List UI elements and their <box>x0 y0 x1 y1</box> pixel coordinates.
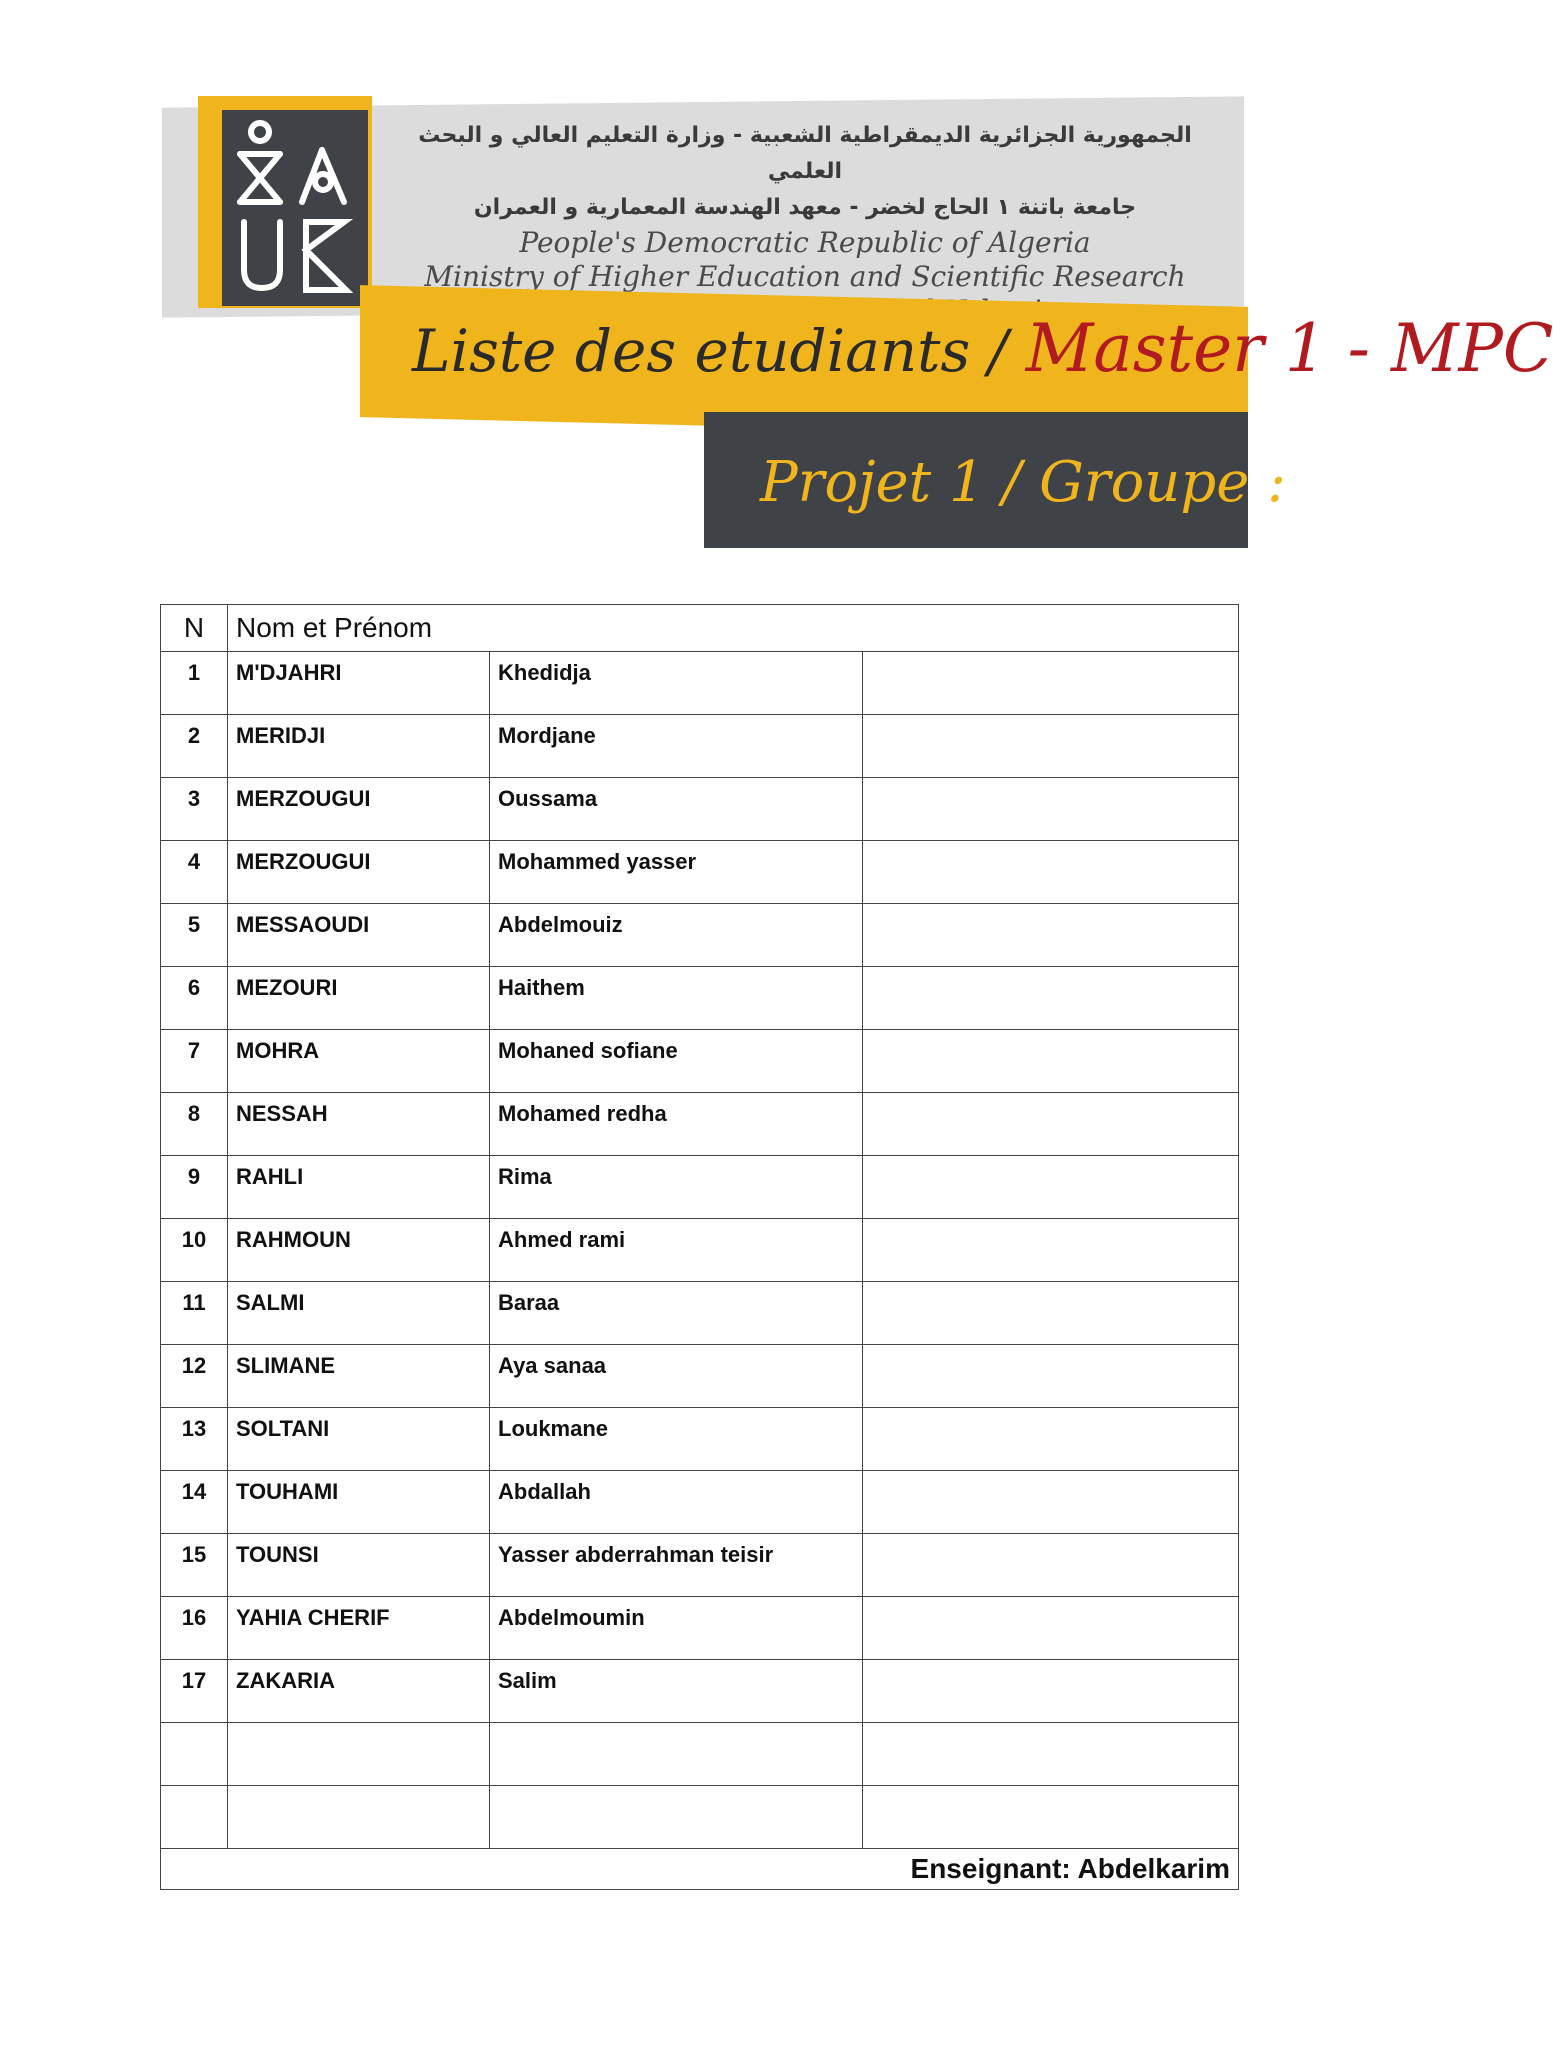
row-number: 6 <box>161 967 228 1030</box>
student-last-name: YAHIA CHERIF <box>228 1597 490 1660</box>
signature-cell <box>863 1282 1239 1345</box>
row-number: 4 <box>161 841 228 904</box>
student-first-name: Mohammed yasser <box>490 841 863 904</box>
signature-cell <box>863 778 1239 841</box>
table-row <box>161 1786 1239 1849</box>
signature-cell <box>863 1093 1239 1156</box>
student-last-name: SLIMANE <box>228 1345 490 1408</box>
student-first-name: Yasser abderrahman teisir <box>490 1534 863 1597</box>
student-last-name <box>228 1786 490 1849</box>
signature-cell <box>863 1786 1239 1849</box>
title-separator: / <box>988 317 1008 385</box>
title-program: Master 1 - MPC <box>1025 310 1553 387</box>
table-row <box>161 1093 1239 1156</box>
signature-cell <box>863 1723 1239 1786</box>
table-row <box>161 1597 1239 1660</box>
signature-cell <box>863 841 1239 904</box>
student-last-name: MERZOUGUI <box>228 778 490 841</box>
signature-cell <box>863 1345 1239 1408</box>
student-last-name: RAHLI <box>228 1156 490 1219</box>
row-number: 8 <box>161 1093 228 1156</box>
table-row <box>161 652 1239 715</box>
student-last-name: SOLTANI <box>228 1408 490 1471</box>
signature-cell <box>863 1219 1239 1282</box>
row-number: 12 <box>161 1345 228 1408</box>
table-row <box>161 1408 1239 1471</box>
group-number: 4 <box>1320 462 1339 501</box>
row-number: 13 <box>161 1408 228 1471</box>
student-first-name: Abdelmouiz <box>490 904 863 967</box>
student-last-name: TOUNSI <box>228 1534 490 1597</box>
row-number: 2 <box>161 715 228 778</box>
table-row <box>161 1219 1239 1282</box>
table-body <box>161 652 1239 1849</box>
table-row <box>161 841 1239 904</box>
table-row <box>161 1471 1239 1534</box>
row-number: 5 <box>161 904 228 967</box>
table-row <box>161 1030 1239 1093</box>
signature-cell <box>863 1471 1239 1534</box>
arabic-line-2: جامعة باتنة ١ الحاج لخضر - معهد الهندسة المعمارية و العمران <box>473 195 1137 220</box>
student-first-name: Abdelmoumin <box>490 1597 863 1660</box>
row-number: 15 <box>161 1534 228 1597</box>
student-list-table <box>160 604 1239 1890</box>
row-number: 9 <box>161 1156 228 1219</box>
institution-header <box>380 118 1230 308</box>
student-first-name: Mordjane <box>490 715 863 778</box>
student-first-name: Abdallah <box>490 1471 863 1534</box>
row-number: 14 <box>161 1471 228 1534</box>
table-row <box>161 1660 1239 1723</box>
signature-cell <box>863 1030 1239 1093</box>
table-row <box>161 1282 1239 1345</box>
signature-cell <box>863 1408 1239 1471</box>
arabic-line-1: الجمهورية الجزائرية الديمقراطية الشعبية - وزارة التعليم العالي و البحث العلمي <box>418 123 1192 184</box>
student-last-name: M'DJAHRI <box>228 652 490 715</box>
student-first-name: Aya sanaa <box>490 1345 863 1408</box>
column-header-number: N <box>161 605 228 652</box>
student-first-name: Baraa <box>490 1282 863 1345</box>
table-row <box>161 1156 1239 1219</box>
teacher-name: Enseignant: Abdelkarim <box>161 1849 1239 1890</box>
student-last-name: RAHMOUN <box>228 1219 490 1282</box>
row-number <box>161 1723 228 1786</box>
student-first-name <box>490 1723 863 1786</box>
project-label: Projet 1 / Groupe : <box>760 449 1287 515</box>
table-row <box>161 904 1239 967</box>
table-row <box>161 1723 1239 1786</box>
signature-cell <box>863 1660 1239 1723</box>
institute-logo <box>222 110 368 306</box>
signature-cell <box>863 967 1239 1030</box>
table-row <box>161 1345 1239 1408</box>
table-row <box>161 1534 1239 1597</box>
student-last-name: NESSAH <box>228 1093 490 1156</box>
title-list-label: Liste des etudiants <box>412 317 971 385</box>
student-last-name: MEZOURI <box>228 967 490 1030</box>
document-title <box>412 310 1553 420</box>
column-header-name: Nom et Prénom <box>228 605 1239 652</box>
table-row <box>161 715 1239 778</box>
student-last-name: MERIDJI <box>228 715 490 778</box>
student-first-name: Mohaned sofiane <box>490 1030 863 1093</box>
student-first-name: Rima <box>490 1156 863 1219</box>
student-last-name: ZAKARIA <box>228 1660 490 1723</box>
student-first-name: Mohamed redha <box>490 1093 863 1156</box>
project-group-line <box>760 432 1339 532</box>
student-last-name: MESSAOUDI <box>228 904 490 967</box>
student-first-name: Haithem <box>490 967 863 1030</box>
student-last-name: MERZOUGUI <box>228 841 490 904</box>
student-first-name: Khedidja <box>490 652 863 715</box>
student-last-name: TOUHAMI <box>228 1471 490 1534</box>
row-number: 17 <box>161 1660 228 1723</box>
table-row <box>161 967 1239 1030</box>
logo-glyphs-icon <box>222 110 368 306</box>
student-first-name: Salim <box>490 1660 863 1723</box>
row-number: 1 <box>161 652 228 715</box>
student-first-name: Oussama <box>490 778 863 841</box>
table-footer-row <box>161 1849 1239 1890</box>
student-first-name: Ahmed rami <box>490 1219 863 1282</box>
student-last-name <box>228 1723 490 1786</box>
signature-cell <box>863 1534 1239 1597</box>
row-number: 11 <box>161 1282 228 1345</box>
student-last-name: SALMI <box>228 1282 490 1345</box>
student-last-name: MOHRA <box>228 1030 490 1093</box>
table-header-row <box>161 605 1239 652</box>
student-first-name: Loukmane <box>490 1408 863 1471</box>
signature-cell <box>863 715 1239 778</box>
row-number: 10 <box>161 1219 228 1282</box>
signature-cell <box>863 652 1239 715</box>
student-first-name <box>490 1786 863 1849</box>
english-line-1: People's Democratic Republic of Algeria <box>519 226 1091 259</box>
signature-cell <box>863 1597 1239 1660</box>
row-number: 16 <box>161 1597 228 1660</box>
signature-cell <box>863 904 1239 967</box>
row-number <box>161 1786 228 1849</box>
english-line-2: Ministry of Higher Education and Scientific Research <box>424 260 1186 293</box>
row-number: 3 <box>161 778 228 841</box>
signature-cell <box>863 1156 1239 1219</box>
table-row <box>161 778 1239 841</box>
row-number: 7 <box>161 1030 228 1093</box>
